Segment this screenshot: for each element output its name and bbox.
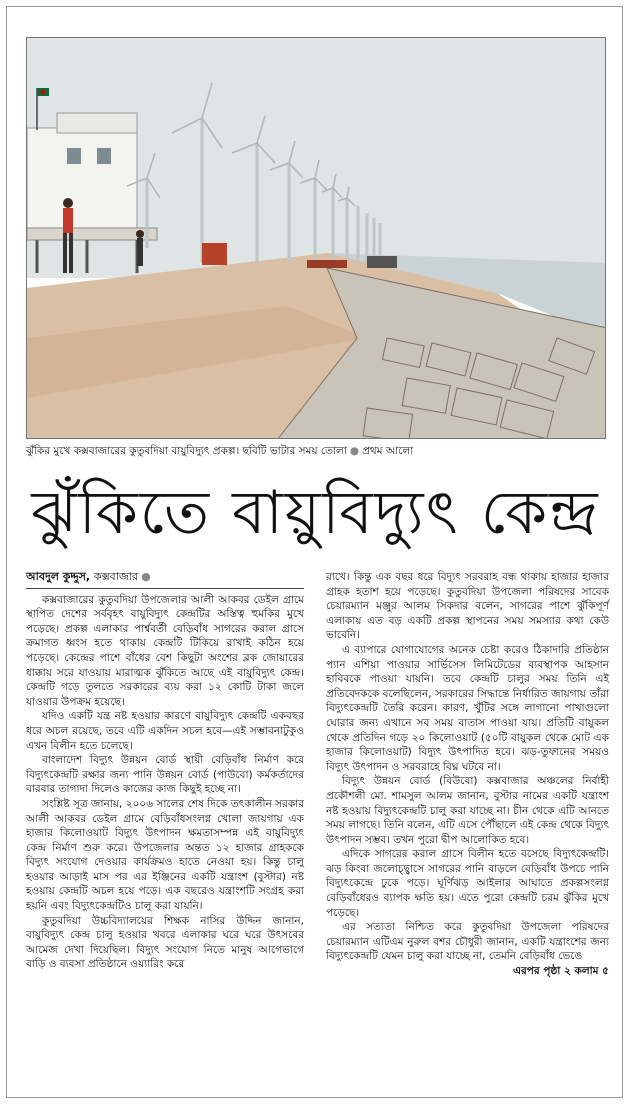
column-left bbox=[26, 570, 304, 972]
bullet-icon: ● bbox=[141, 570, 151, 583]
headline: ঝুঁকিতে বায়ুবিদ্যুৎ কেন্দ্র bbox=[31, 478, 600, 548]
bullet-icon: ● bbox=[349, 445, 360, 457]
paragraph: কক্সবাজারের কুতুবদিয়া উপজেলার আলী আকবর ডেইল গ্রামে স্থাপিত দেশের সর্ববৃহৎ বায়ুবিদ্যুৎ কেন্দ্রটির অস্তিত্ব হুমকির মুখে পড়েছে। প্রকল্প এলাকার পার্শ্ববর্তী বেড়িবাঁধ সাগরের করাল গ্রাসে ক্রমাগত ধ্বংস হতে থাকায় কেন্দ্রটি টিকিয়ে রাখাই কঠিন হয়ে পড়েছে। কেন্দ্রের পাশে বাঁধের বেশ কিছুটা অংশের ব্লক জোয়ারের ধাক্কায় সরে যাওয়ায় মারাত্মক ঝুঁকিতে আছে এই বায়ুবিদ্যুৎ কেন্দ্র। কেন্দ্রটি গড়ে তুলতে সরকারের ব্যয় করা ১২ কোটি টাকা জলে যাওয়ার উপক্রম হয়েছে। bbox=[26, 593, 304, 708]
paragraph: বিদ্যুৎ উন্নয়ন বোর্ড (বিউবো) কক্সবাজার অঞ্চলের নির্বাহী প্রকৌশলী মো. শামসুল আলম জানান, বুস্টার নামের একটি যন্ত্রাংশ নষ্ট হওয়ায় বিদ্যুৎকেন্দ্রটি চালু করা যাচ্ছে না। চীন থেকে এটি আনতে সময় লাগছে। তিনি বলেন, এটি এসে পৌঁছালে এই কেন্দ্র থেকে বিদ্যুৎ উৎপাদন সম্ভব। তখন পুরো দ্বীপ আলোকিত হবে। bbox=[326, 775, 609, 846]
byline bbox=[26, 570, 304, 589]
news-photo bbox=[26, 37, 606, 439]
jump-line bbox=[326, 964, 609, 979]
author-name: আবদুল কুদ্দুস, bbox=[26, 570, 91, 583]
paragraph: এর সত্যতা নিশ্চিত করে কুতুবদিয়া উপজেলা পরিষদের চেয়ারম্যান এটিএম নুরুল বশর চৌধুরী জানান, একটি যন্ত্রাংশের জন্য বিদ্যুৎকেন্দ্রটি যেমন চালু করা যাচ্ছে না, তেমনি বেড়িবাঁধ ভেঙে bbox=[326, 921, 609, 963]
photo-caption bbox=[26, 444, 616, 458]
dateline-place: কক্সবাজার bbox=[93, 570, 139, 583]
paragraph: বাংলাদেশ বিদ্যুৎ উন্নয়ন বোর্ড স্থায়ী বেড়িবাঁধ নির্মাণ করে বিদ্যুৎকেন্দ্রটি রক্ষার জন্য পানি উন্নয়ন বোর্ড (পাউবো) কর্মকর্তাদের বারবার তাগাদা দিলেও কাজের কাজ কিছুই হচ্ছে না। bbox=[26, 754, 304, 796]
caption-text: ঝুঁকির মুখে কক্সবাজারের কুতুবদিয়া বায়ুবিদ্যুৎ প্রকল্প। ছবিটি ভাটার সময় তোলা bbox=[26, 445, 347, 457]
wind-farm-photo bbox=[27, 38, 606, 439]
paragraph-continued: রাখে। কিন্তু এক বছর ধরে বিদ্যুৎ সরবরাহ বন্ধ থাকায় হাজার হাজার গ্রাহক হতাশ হয়ে পড়েছে। কুতুবদিয়া উপজেলা পরিষদের সাবেক চেয়ারম্যান মঞ্জুর আলম সিকদার বলেন, সাগরের পাশে ঝুঁকিপূর্ণ এলাকায় এত বড় একটি প্রকল্প স্থাপনের সময় সমস্যার কথা কেউ ভাবেনি। bbox=[326, 571, 609, 642]
paragraph: কুতুবদিয়া উচ্চবিদ্যালয়ের শিক্ষক নাসির উদ্দিন জানান, বায়ুবিদ্যুৎ কেন্দ্র চালু হওয়ার খবরে এলাকার ঘরে ঘরে উৎসবের আমেজ দেখা দিয়েছিল। বিদ্যুৎ সংযোগ নিতে মানুষ আগেভাগে বাড়ি ও ব্যবসা প্রতিষ্ঠানে ওয়্যারিং করে bbox=[26, 914, 304, 971]
photo-credit: প্রথম আলো bbox=[362, 445, 414, 457]
paragraph: যদিও একটি যন্ত্র নষ্ট হওয়ার কারণে বায়ুবিদ্যুৎ কেন্দ্রটি একবছর ধরে অচল রয়েছে, তবে এটি একদিন সচল হবে—এই সম্ভাবনাটুকুও এখন বিলীন হতে চলেছে। bbox=[26, 710, 304, 752]
paragraph: সংশ্লিষ্ট সূত্র জানায়, ২০০৬ সালের শেষ দিকে তৎকালীন সরকার আলী আকবর ডেইল গ্রামে বেড়িবাঁধসংলগ্ন খোলা জায়গায় এক হাজার কিলোওয়াট বিদ্যুৎ উৎপাদন ক্ষমতাসম্পন্ন এই বায়ুবিদ্যুৎ কেন্দ্র নির্মাণ শুরু করে। উপজেলার অন্তত ১২ হাজার গ্রাহককে বিদ্যুৎ সংযোগ দেওয়ার কার্যক্রমও হাতে নেওয়া হয়। কিন্তু চালু হওয়ার আড়াই মাস পর এর ইঞ্জিনের একটি যন্ত্রাংশ (বুস্টার) নষ্ট হওয়ায় কেন্দ্রটি অচল হয়ে পড়ে। এক বছরেও যন্ত্রাংশটি সংগ্রহ করা হয়নি এবং বিদ্যুৎকেন্দ্রটিও চালু করা যায়নি। bbox=[26, 797, 304, 913]
paragraph: এ ব্যাপারে যোগাযোগের অনেক চেষ্টা করেও ঠিকাদারি প্রতিষ্ঠান প্যান এশিয়া পাওয়ার সার্ভিসেস লিমিটেডের ব্যবস্থাপক আহসান হাবিবকে পাওয়া যায়নি। তবে কেন্দ্রটি চালুর সময় তিনি এই প্রতিবেদককে বলেছিলেন, সরকারের সিদ্ধান্তে নির্ধারিত জায়গায় তাঁরা বিদ্যুৎকেন্দ্রটি তৈরি করেন। কারণ, খুঁটির সঙ্গে লাগানো পাখাগুলো ঘোরার জন্য এখানে সব সময় বাতাস পাওয়া যায়। প্রতিটি বায়ুকল থেকে প্রতিদিন গড়ে ২০ কিলোওয়াট (৫০টি বায়ুকল থেকে মোট এক হাজার কিলোওয়াট) বিদ্যুৎ উৎপাদিত হবে। ঝড়-তুফানের সময়ও বিদ্যুৎ উৎপাদন ও সরবরাহে বিঘ্ন ঘটবে না। bbox=[326, 643, 609, 773]
continuation-link[interactable]: এরপর পৃষ্ঠা ২ কলাম ৫ bbox=[513, 965, 609, 978]
column-right bbox=[326, 570, 609, 979]
paragraph: এদিকে সাগরের করাল গ্রাসে বিলীন হতে বসেছে বিদ্যুৎকেন্দ্রটি। ঝড় কিংবা জলোচ্ছ্বাসে সাগরের পানি বাড়লে বেড়িবাঁধ উপচে পানি বিদ্যুৎকেন্দ্রে ঢুকে পড়ে। ঘূর্ণিঝড় আইলার আঘাতে প্রকল্পসংলগ্ন বেড়িবাঁধেরও ব্যাপক ক্ষতি হয়। এতে পুরো কেন্দ্রটি চরম ঝুঁকির মুখে পড়েছে। bbox=[326, 848, 609, 919]
